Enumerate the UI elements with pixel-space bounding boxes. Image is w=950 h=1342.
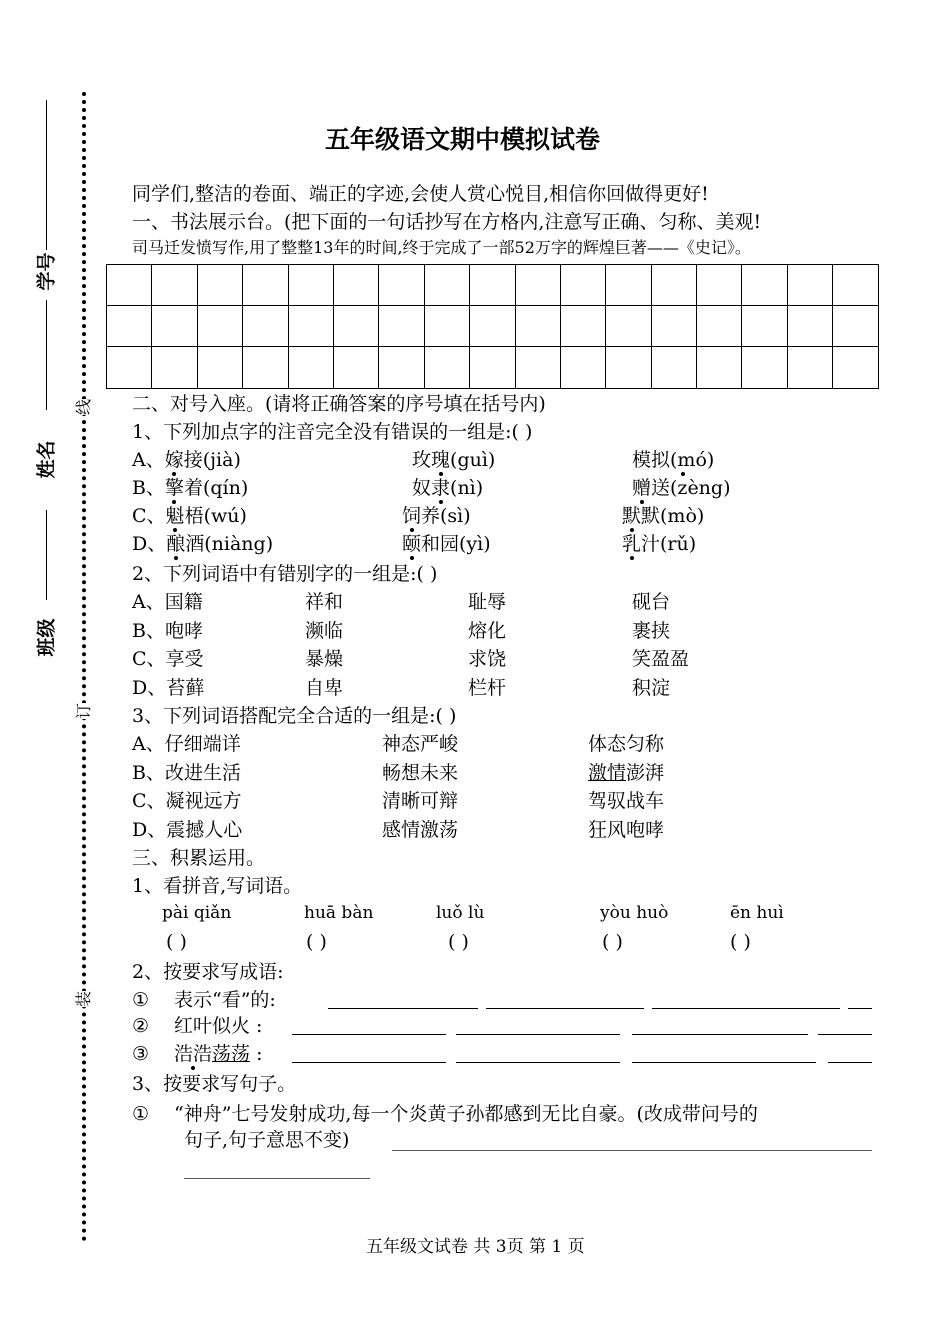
q1-row-c: C、魁梧(wú) 饲养(sì) 默默(mò)	[132, 505, 705, 527]
grid-cell[interactable]	[470, 347, 515, 388]
grid-cell[interactable]	[560, 347, 605, 388]
q2-option-cell: 暴燥	[305, 648, 344, 670]
q2-option-cell: 熔化	[468, 619, 507, 642]
grid-row	[107, 306, 879, 347]
grid-cell[interactable]	[424, 306, 469, 347]
grid-cell[interactable]	[697, 265, 742, 306]
grid-cell[interactable]	[515, 306, 560, 347]
q2-option-cell: 耻辱	[468, 591, 507, 613]
grid-cell[interactable]	[560, 306, 605, 347]
sentence-answer-line-2[interactable]	[184, 1178, 370, 1179]
q3-option-cell: D、震撼人心	[132, 818, 243, 841]
grid-row	[107, 265, 879, 306]
grid-cell[interactable]	[742, 306, 787, 347]
pinyin-answer-bracket[interactable]: ( )	[166, 931, 187, 953]
grid-cell[interactable]	[560, 265, 605, 306]
q2-option-cell: 濒临	[305, 619, 344, 642]
grid-cell[interactable]	[243, 306, 288, 347]
q3-option-cell: B、改进生活	[132, 761, 241, 784]
grid-cell[interactable]	[379, 306, 424, 347]
idiom-item-3-label: 浩浩荡荡 :	[174, 1043, 263, 1065]
grid-cell[interactable]	[833, 347, 878, 388]
grid-cell[interactable]	[833, 265, 878, 306]
q2-option-cell: 栏杆	[468, 676, 507, 699]
pinyin-answer-bracket[interactable]: ( )	[730, 931, 751, 953]
grid-cell[interactable]	[470, 306, 515, 347]
grid-cell[interactable]	[515, 347, 560, 388]
grid-cell[interactable]	[651, 265, 696, 306]
dotted-char: 魁	[165, 505, 185, 527]
grid-cell[interactable]	[197, 347, 242, 388]
q2-option-cell: 积淀	[632, 676, 671, 699]
q3-option-cell: 激情澎湃	[588, 761, 665, 784]
q1-row-a: A、嫁接(jià) 玫瑰(guì) 模拟(mó)	[132, 449, 715, 471]
sentence-task-line2: 句子,句子意思不变)	[184, 1129, 350, 1151]
q3-option-cell: 驾驭战车	[588, 790, 665, 812]
grid-cell[interactable]	[833, 306, 878, 347]
name-line	[46, 300, 47, 410]
grid-cell[interactable]	[152, 265, 197, 306]
q1-row-b: B、擎着(qín) 奴隶(nì) 赠送(zèng)	[132, 477, 731, 499]
idiom-item-3-num: ③	[132, 1043, 150, 1065]
q2-option-cell: 笑盈盈	[632, 648, 690, 670]
grid-cell[interactable]	[424, 347, 469, 388]
gutter-char-ding: 订	[74, 702, 94, 720]
grid-cell[interactable]	[606, 265, 651, 306]
idiom-item-2-num: ②	[132, 1015, 150, 1037]
grid-cell[interactable]	[651, 306, 696, 347]
idiom-2-blank-1[interactable]	[292, 1034, 446, 1035]
q2-option-cell: 祥和	[305, 591, 344, 613]
pinyin-prompt: huā bàn	[304, 903, 374, 923]
grid-cell[interactable]	[333, 306, 378, 347]
section1-sentence: 司马迁发愤写作,用了整整13年的时间,终于完成了一部52万字的辉煌巨著——《史记》。	[132, 238, 751, 257]
idiom-item-2-label: 红叶似火 :	[174, 1015, 263, 1037]
dotted-char: 擎	[164, 477, 184, 499]
dotted-char: 乳	[622, 533, 642, 555]
page-title: 五年级语文期中模拟试卷	[325, 125, 601, 154]
q2-option-cell: 求饶	[468, 648, 507, 670]
pinyin-answer-bracket[interactable]: ( )	[448, 931, 469, 953]
pinyin-prompt: ēn huì	[730, 903, 784, 923]
section2-heading: 二、对号入座。(请将正确答案的序号填在括号内)	[132, 393, 546, 415]
dotted-char: 饲	[402, 505, 422, 527]
grid-cell[interactable]	[197, 265, 242, 306]
sentence-item-num: ①	[132, 1103, 150, 1125]
grid-cell[interactable]	[379, 347, 424, 388]
grid-cell[interactable]	[288, 347, 333, 388]
dotted-char: 拟(mó)	[651, 449, 715, 471]
idiom-item-1-label: 表示“看”的:	[174, 989, 276, 1011]
name-label: 姓名	[35, 440, 58, 479]
q3-option-cell: 体态匀称	[588, 733, 665, 755]
student-id-line	[46, 100, 47, 250]
pinyin-answer-bracket[interactable]: ( )	[306, 931, 327, 953]
dotted-char: 赠	[632, 477, 652, 499]
class-line	[46, 510, 47, 600]
idiom-2-blank-4[interactable]	[818, 1034, 872, 1035]
section1-heading: 一、书法展示台。(把下面的一句话抄写在方格内,注意写正确、匀称、美观!	[132, 211, 762, 233]
grid-cell[interactable]	[107, 265, 152, 306]
class-label: 班级	[35, 618, 58, 657]
page-footer: 五年级文试卷 共 3页 第 1 页	[366, 1237, 585, 1257]
grid-cell[interactable]	[243, 347, 288, 388]
q2-option-cell: A、国籍	[132, 591, 203, 613]
idiom-2-blank-2[interactable]	[456, 1034, 620, 1035]
idiom-1-blank-3[interactable]	[652, 1008, 840, 1009]
section3-heading: 三、积累运用。	[132, 847, 266, 869]
grid-cell[interactable]	[379, 265, 424, 306]
pinyin-prompt: yòu huò	[600, 903, 669, 923]
pinyin-answer-bracket[interactable]: ( )	[602, 931, 623, 953]
q2-option-cell: 砚台	[632, 591, 671, 613]
q2-option-cell: C、享受	[132, 648, 204, 670]
grid-cell[interactable]	[107, 347, 152, 388]
q2-option-cell: B、咆哮	[132, 619, 203, 642]
grid-cell[interactable]	[152, 347, 197, 388]
writing-grid[interactable]	[106, 264, 879, 389]
dotted-char: 嫁	[164, 449, 184, 471]
s3-q2-stem: 2、按要求写成语:	[132, 961, 284, 983]
grid-cell[interactable]	[697, 347, 742, 388]
grid-cell[interactable]	[288, 265, 333, 306]
dotted-char: 默	[622, 505, 642, 527]
grid-cell[interactable]	[152, 306, 197, 347]
idiom-3-blank-4[interactable]	[828, 1062, 872, 1063]
dotted-char: 浩浩	[174, 1043, 213, 1065]
grid-cell[interactable]	[333, 347, 378, 388]
gutter-char-zhuang: 装	[74, 990, 94, 1008]
q2-stem: 2、下列词语中有错别字的一组是:( )	[132, 563, 438, 585]
idiom-3-blank-2[interactable]	[456, 1062, 620, 1063]
s3-q1-stem: 1、看拼音,写词语。	[132, 875, 303, 897]
binding-dotted-line	[82, 92, 86, 1242]
idiom-1-blank-2[interactable]	[486, 1008, 644, 1009]
q3-option-cell: 狂风咆哮	[588, 818, 665, 841]
idiom-3-blank-1[interactable]	[292, 1062, 446, 1063]
grid-cell[interactable]	[787, 306, 832, 347]
dotted-char: 颐	[402, 533, 422, 555]
q3-option-cell: C、凝视远方	[132, 790, 242, 812]
student-id-label: 学号	[35, 252, 58, 291]
grid-cell[interactable]	[515, 265, 560, 306]
grid-cell[interactable]	[787, 347, 832, 388]
grid-cell[interactable]	[424, 265, 469, 306]
grid-cell[interactable]	[651, 347, 696, 388]
sentence-answer-line-1[interactable]	[392, 1150, 872, 1151]
grid-cell[interactable]	[243, 265, 288, 306]
q3-option-cell: 神态严峻	[382, 733, 459, 755]
dotted-char: 瑰	[431, 449, 451, 471]
idiom-item-1-num: ①	[132, 989, 150, 1011]
grid-cell[interactable]	[742, 347, 787, 388]
q3-option-cell: 清晰可辩	[382, 790, 459, 812]
pinyin-prompt: luǒ lù	[436, 903, 485, 923]
grid-cell[interactable]	[197, 306, 242, 347]
s3-q3-stem: 3、按要求写句子。	[132, 1073, 297, 1095]
grid-cell[interactable]	[288, 306, 333, 347]
q1-row-d: D、酿酒(niàng) 颐和园(yì) 乳汁(rǔ)	[132, 533, 697, 555]
q3-option-cell: A、仔细端详	[132, 733, 241, 755]
grid-row	[107, 347, 879, 388]
grid-cell[interactable]	[606, 347, 651, 388]
grid-cell[interactable]	[333, 265, 378, 306]
grid-cell[interactable]	[697, 306, 742, 347]
idiom-1-blank-1[interactable]	[328, 1008, 478, 1009]
idiom-1-blank-4[interactable]	[848, 1008, 872, 1009]
gutter-char-xian: 线	[74, 398, 94, 416]
q1-stem: 1、下列加点字的注音完全没有错误的一组是:( )	[132, 421, 533, 443]
idiom-3-blank-3[interactable]	[632, 1062, 816, 1063]
idiom-2-blank-3[interactable]	[632, 1034, 808, 1035]
q2-option-cell: 自卑	[305, 676, 344, 699]
q3-stem: 3、下列词语搭配完全合适的一组是:( )	[132, 705, 457, 727]
q2-option-cell: 裹挟	[632, 619, 671, 642]
intro-text: 同学们,整洁的卷面、端正的字迹,会使人赏心悦目,相信你回做得更好!	[132, 183, 709, 205]
dotted-char: 酿	[166, 533, 186, 555]
sentence-task-line1: “神舟”七号发射成功,每一个炎黄子孙都感到无比自豪。(改成带问号的	[174, 1103, 758, 1125]
pinyin-prompt: pài qiǎn	[162, 903, 232, 923]
grid-cell[interactable]	[606, 306, 651, 347]
grid-cell[interactable]	[742, 265, 787, 306]
grid-cell[interactable]	[107, 306, 152, 347]
q3-option-cell: 感情激荡	[382, 818, 459, 841]
grid-cell[interactable]	[787, 265, 832, 306]
q3-option-cell: 畅想未来	[382, 761, 459, 784]
q2-option-cell: D、苔藓	[132, 676, 205, 699]
grid-cell[interactable]	[470, 265, 515, 306]
dotted-char: 隶	[431, 477, 451, 499]
